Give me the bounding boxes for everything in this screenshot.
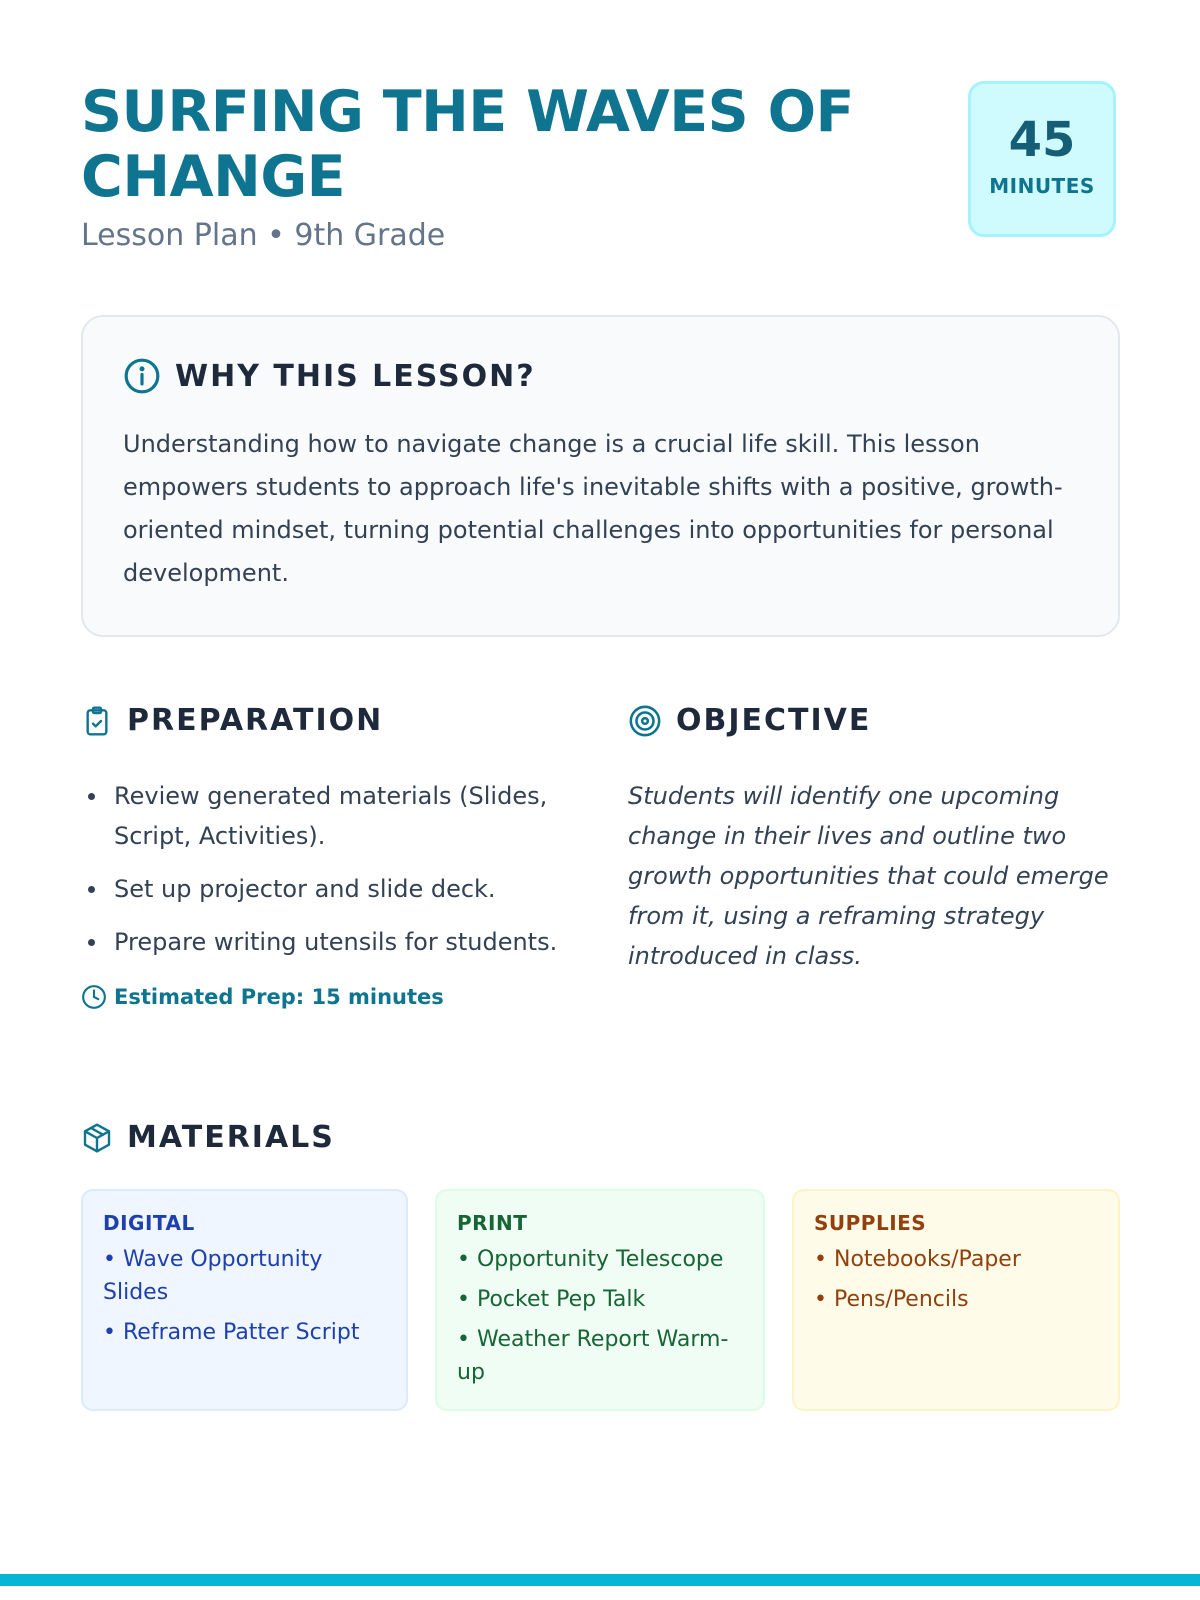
materials-card-title: SUPPLIES (814, 1211, 927, 1235)
objective-heading (628, 703, 1120, 738)
objective-heading-label: OBJECTIVE (676, 703, 872, 738)
list-item: • Weather Report Warm-up (457, 1323, 743, 1389)
list-item: • Pocket Pep Talk (457, 1283, 743, 1316)
list-item: • Opportunity Telescope (457, 1243, 743, 1276)
list-item: • Notebooks/Paper (814, 1243, 1098, 1276)
preparation-list (81, 776, 561, 962)
list-item: • Pens/Pencils (814, 1283, 1098, 1316)
materials-list (814, 1243, 1098, 1316)
materials-card-print (435, 1189, 765, 1411)
lesson-header (81, 80, 1120, 280)
prep-time (81, 984, 561, 1010)
list-item: Prepare writing utensils for students. (81, 922, 561, 962)
materials-heading (81, 1120, 1120, 1155)
objective-section (628, 703, 1120, 976)
materials-card-supplies (792, 1189, 1120, 1411)
materials-list (457, 1243, 743, 1389)
list-item: Set up projector and slide deck. (81, 869, 561, 909)
why-this-lesson-box (81, 315, 1120, 637)
objective-text: Students will identify one upcoming change in their lives and outline two growth opportunities that could emerge from it, using a reframing strategy introduced in class. (628, 782, 1109, 970)
why-text: Understanding how to navigate change is a crucial life skill. This lesson empowers students to approach life's inevitable shifts with a positive, growth-oriented mindset, turning potential challenges into opportunities for personal development. (123, 430, 1063, 587)
page-subtitle: Lesson Plan • 9th Grade (81, 218, 446, 253)
duration-badge (968, 81, 1116, 237)
package-icon (81, 1122, 113, 1154)
why-heading-label: WHY THIS LESSON? (175, 358, 536, 394)
target-icon (628, 704, 662, 738)
materials-card-title: PRINT (457, 1211, 528, 1235)
materials-list (103, 1243, 386, 1349)
prep-time-label: Estimated Prep: 15 minutes (114, 985, 444, 1009)
clock-icon (81, 984, 107, 1010)
why-heading (123, 357, 1078, 395)
list-item: • Wave Opportunity Slides (103, 1243, 386, 1309)
clipboard-check-icon (81, 705, 113, 737)
materials-heading-label: MATERIALS (127, 1120, 335, 1155)
preparation-heading-label: PREPARATION (127, 703, 384, 738)
info-icon (123, 357, 161, 395)
bottom-accent-bar (0, 1574, 1200, 1586)
list-item: • Reframe Patter Script (103, 1316, 386, 1349)
materials-card-digital (81, 1189, 408, 1411)
materials-section (81, 1120, 1120, 1411)
list-item: Review generated materials (Slides, Script, Activities). (81, 776, 561, 856)
duration-unit: MINUTES (989, 174, 1095, 198)
materials-grid (81, 1189, 1120, 1411)
preparation-section (81, 703, 561, 1010)
lesson-plan-page (81, 79, 1120, 1385)
page-title: SURFING THE WAVES OF CHANGE (81, 79, 854, 210)
preparation-heading (81, 703, 561, 738)
materials-card-title: DIGITAL (103, 1211, 195, 1235)
duration-value: 45 (1008, 112, 1076, 168)
